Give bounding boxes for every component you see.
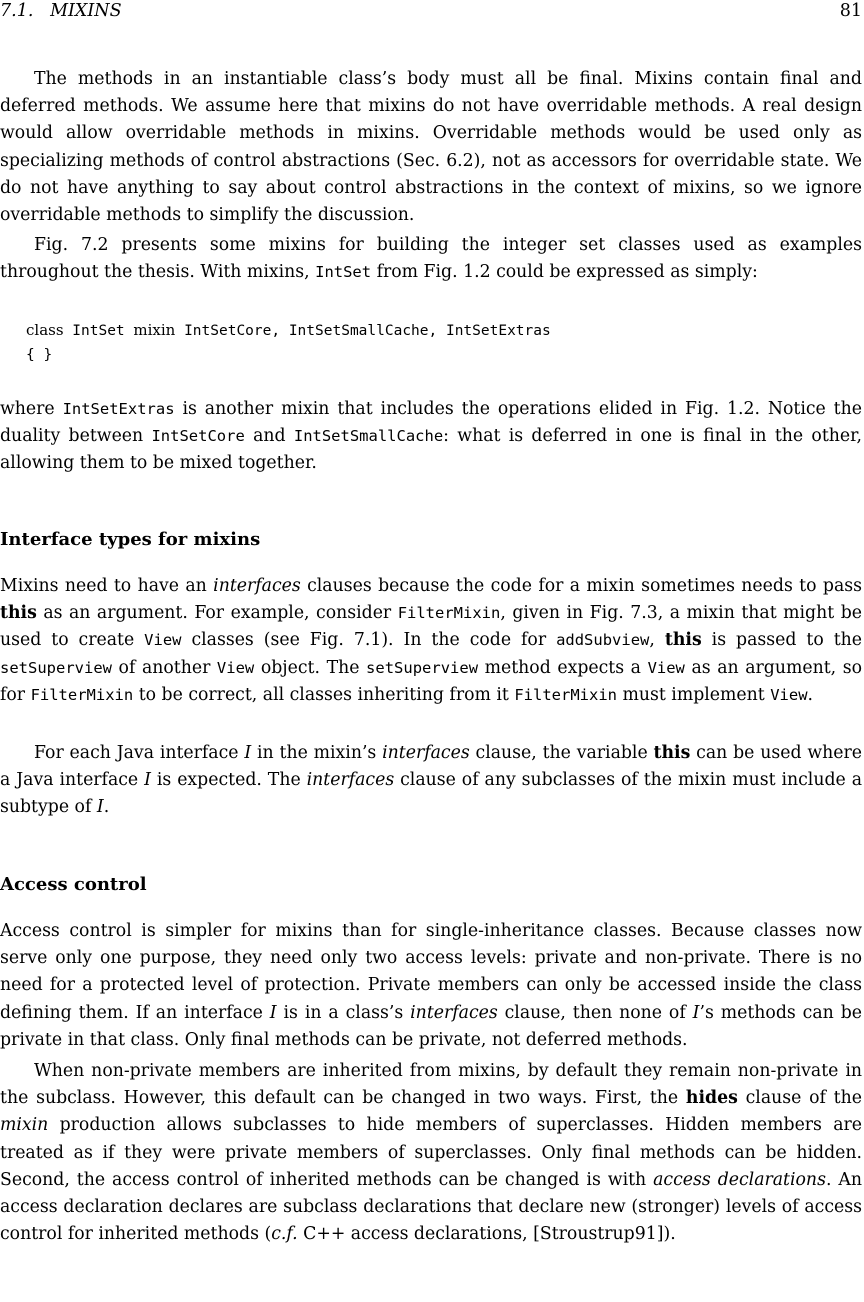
paragraph-2: Fig. 7.2 presents some mixins for building the integer set classes used as examples throughout the thesis. With mixins, IntSet from Fig. 1.2 could be expressed as simply: xyxy=(0,235,862,283)
paragraph-4: Mixins need to have an interfaces clauses because the code for a mixin sometimes needs to pass this as an argument. For example, consider FilterMixin, given in Fig. 7.3, a mixin that might be used to create View classes (see Fig. 7.1). In the code for addSubview, this is passed to the setSuperview of another View object. The setSuperview method expects a View as an argument, so for FilterMixin to be correct, all classes inheriting from it FilterMixin must implement View. xyxy=(0,576,863,705)
paragraph-7: When non-private members are inherited from mixins, by default they remain non-private in the subclass. However, this default can be changed in two ways. First, the hides clause of the mixin production allows subclasses to hide members of superclasses. Hidden members are treated as if they were private members of superclasses. Only final methods can be hidden. Second, the access control of inherited methods can be changed is with access declarations. An access declaration declares are subclass declarations that declare new (stronger) levels of access control for inherited methods (c.f. C++ access declarations, [Stroustrup91]). xyxy=(0,1061,862,1245)
code-ref: View xyxy=(647,658,685,677)
code-ref: IntSetSmallCache xyxy=(293,427,444,446)
code-ref: View xyxy=(144,631,182,650)
keyword-mixin: mixin xyxy=(133,321,176,339)
code-ref: IntSet xyxy=(315,263,372,282)
code-ref: IntSetExtras xyxy=(62,400,175,418)
code-ref: setSuperview xyxy=(366,658,479,677)
section-heading-interface-types: Interface types for mixins xyxy=(0,529,261,550)
section-title: 7.1. MIXINS xyxy=(0,1,122,21)
code-line-1: class IntSet mixin IntSetCore, IntSetSmallCache, IntSetExtras xyxy=(26,321,551,339)
paragraph-3: where IntSetExtras is another mixin that includes the operations elided in Fig. 1.2. Notice the duality between IntSetCore and IntSetSmallCache: what is deferred in one is final in the other, allowing them to be mixed together. xyxy=(0,399,862,474)
code-line-2: { } xyxy=(26,347,53,363)
code-ref: setSuperview xyxy=(0,658,112,677)
section-heading-access-control: Access control xyxy=(0,874,147,895)
code-ref: IntSetCore xyxy=(151,427,245,446)
code-ref: FilterMixin xyxy=(397,604,501,623)
page-number: 81 xyxy=(839,1,862,21)
code-block xyxy=(26,318,551,367)
code-ref: addSubview xyxy=(556,631,650,650)
code-ref: View xyxy=(216,658,255,677)
code-ref: FilterMixin xyxy=(30,685,134,704)
code-ref: FilterMixin xyxy=(514,685,617,704)
paragraph-1: The methods in an instantiable class’s body must all be final. Mixins contain final and deferred methods. We assume here that mixins do not have overridable methods. A real design would allow overridable methods in mixins. Overridable methods would be used only as specializing methods of control abstractions (Sec. 6.2), not as accessors for overridable state. We do not have anything to say about control abstractions in the context of mixins, so we ignore overridable methods to simplify the discussion. xyxy=(0,69,862,226)
paragraph-6: Access control is simpler for mixins than for single-inheritance classes. Because classes now serve only one purpose, they need only two access levels: private and non-private. There is no need for a protected level of protection. Private members can only be accessed inside the class defining them. If an interface I is in a class’s interfaces clause, then none of I’s methods can be private in that class. Only final methods can be private, not deferred methods. xyxy=(0,921,862,1050)
keyword-class: class xyxy=(26,321,64,339)
paragraph-5: For each Java interface I in the mixin’s interfaces clause, the variable this can be used where a Java interface I is expected. The interfaces clause of any subclasses of the mixin must include a subtype of I. xyxy=(0,743,862,818)
code-ref: View xyxy=(770,685,808,704)
running-header xyxy=(0,0,862,22)
